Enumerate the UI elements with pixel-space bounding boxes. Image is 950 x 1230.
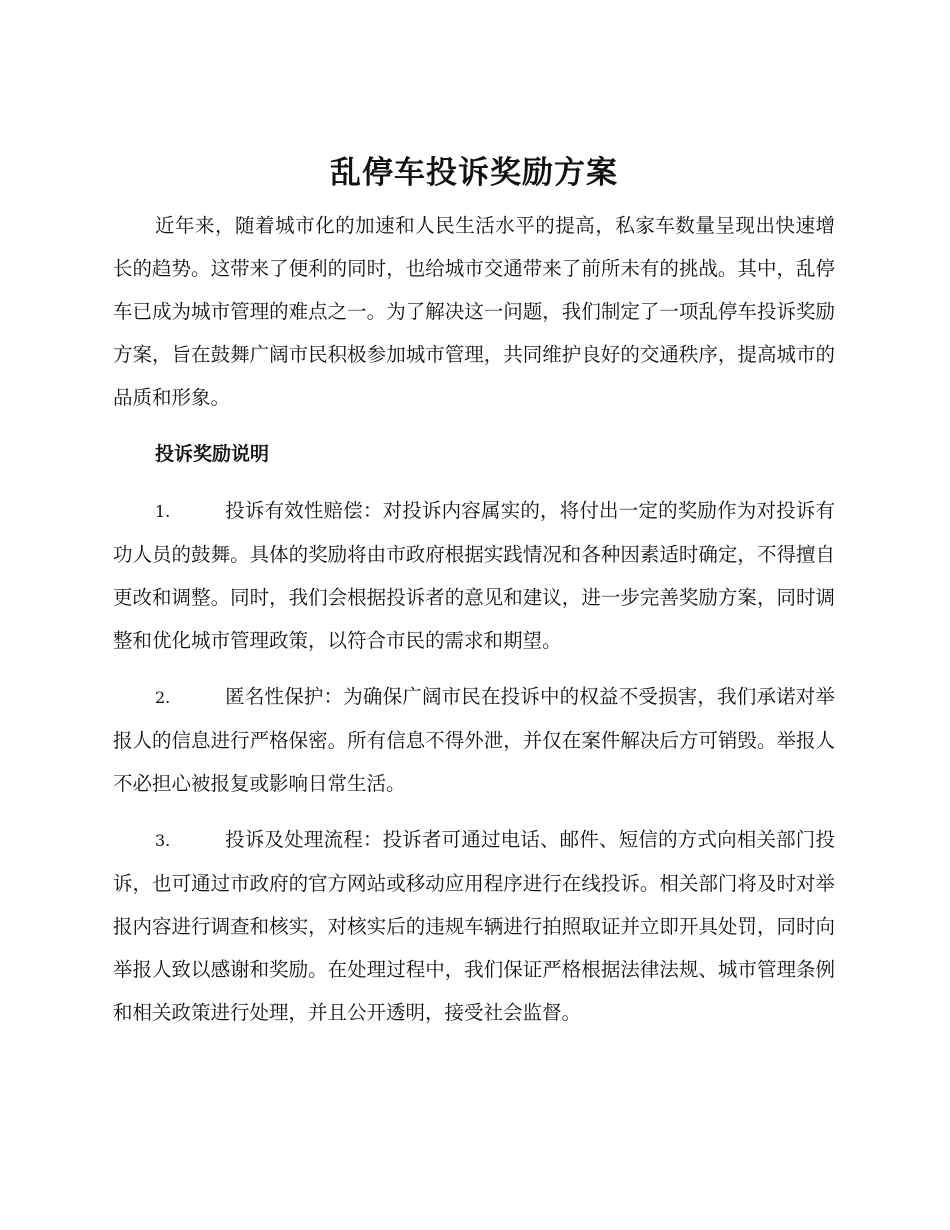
list-item-number: 2. — [155, 688, 171, 707]
list-item-2 — [113, 675, 835, 805]
document-title: 乱停车投诉奖励方案 — [330, 155, 618, 191]
list-item-text: 匿名性保护：为确保广阔市民在投诉中的权益不受损害，我们承诺对举报人的信息进行严格保密。所有信息不得外泄，并仅在案件解决后方可销毁。举报人不必担心被报复或影响日常生活。 — [113, 685, 835, 795]
document-page — [113, 150, 835, 1034]
list-item-number: 1. — [155, 502, 171, 521]
list-item-3 — [113, 818, 835, 1034]
list-item-number: 3. — [155, 831, 171, 850]
list-item-text: 投诉有效性赔偿：对投诉内容属实的，将付出一定的奖励作为对投诉有功人员的鼓舞。具体的奖励将由市政府根据实践情况和各种因素适时确定，不得擅自更改和调整。同时，我们会根据投诉者的意见和建议，进一步完善奖励方案，同时调整和优化城市管理政策，以符合市民的需求和期望。 — [113, 499, 835, 652]
section-heading: 投诉奖励说明 — [155, 443, 270, 465]
intro-paragraph: 近年来，随着城市化的加速和人民生活水平的提高，私家车数量呈现出快速增长的趋势。这带来了便利的同时，也给城市交通带来了前所未有的挑战。其中，乱停车已成为城市管理的难点之一。为了解决这一问题，我们制定了一项乱停车投诉奖励方案，旨在鼓舞广阔市民积极参加城市管理，共同维护良好的交通秩序，提高城市的品质和形象。 — [113, 214, 835, 409]
list-item-1 — [113, 489, 835, 662]
list-item-text: 投诉及处理流程：投诉者可通过电话、邮件、短信的方式向相关部门投诉，也可通过市政府的官方网站或移动应用程序进行在线投诉。相关部门将及时对举报内容进行调查和核实，对核实后的违规车辆进行拍照取证并立即开具处罚，同时向举报人致以感谢和奖励。在处理过程中，我们保证严格根据法律法规、城市管理条例和相关政策进行处理，并且公开透明，接受社会监督。 — [113, 828, 835, 1024]
